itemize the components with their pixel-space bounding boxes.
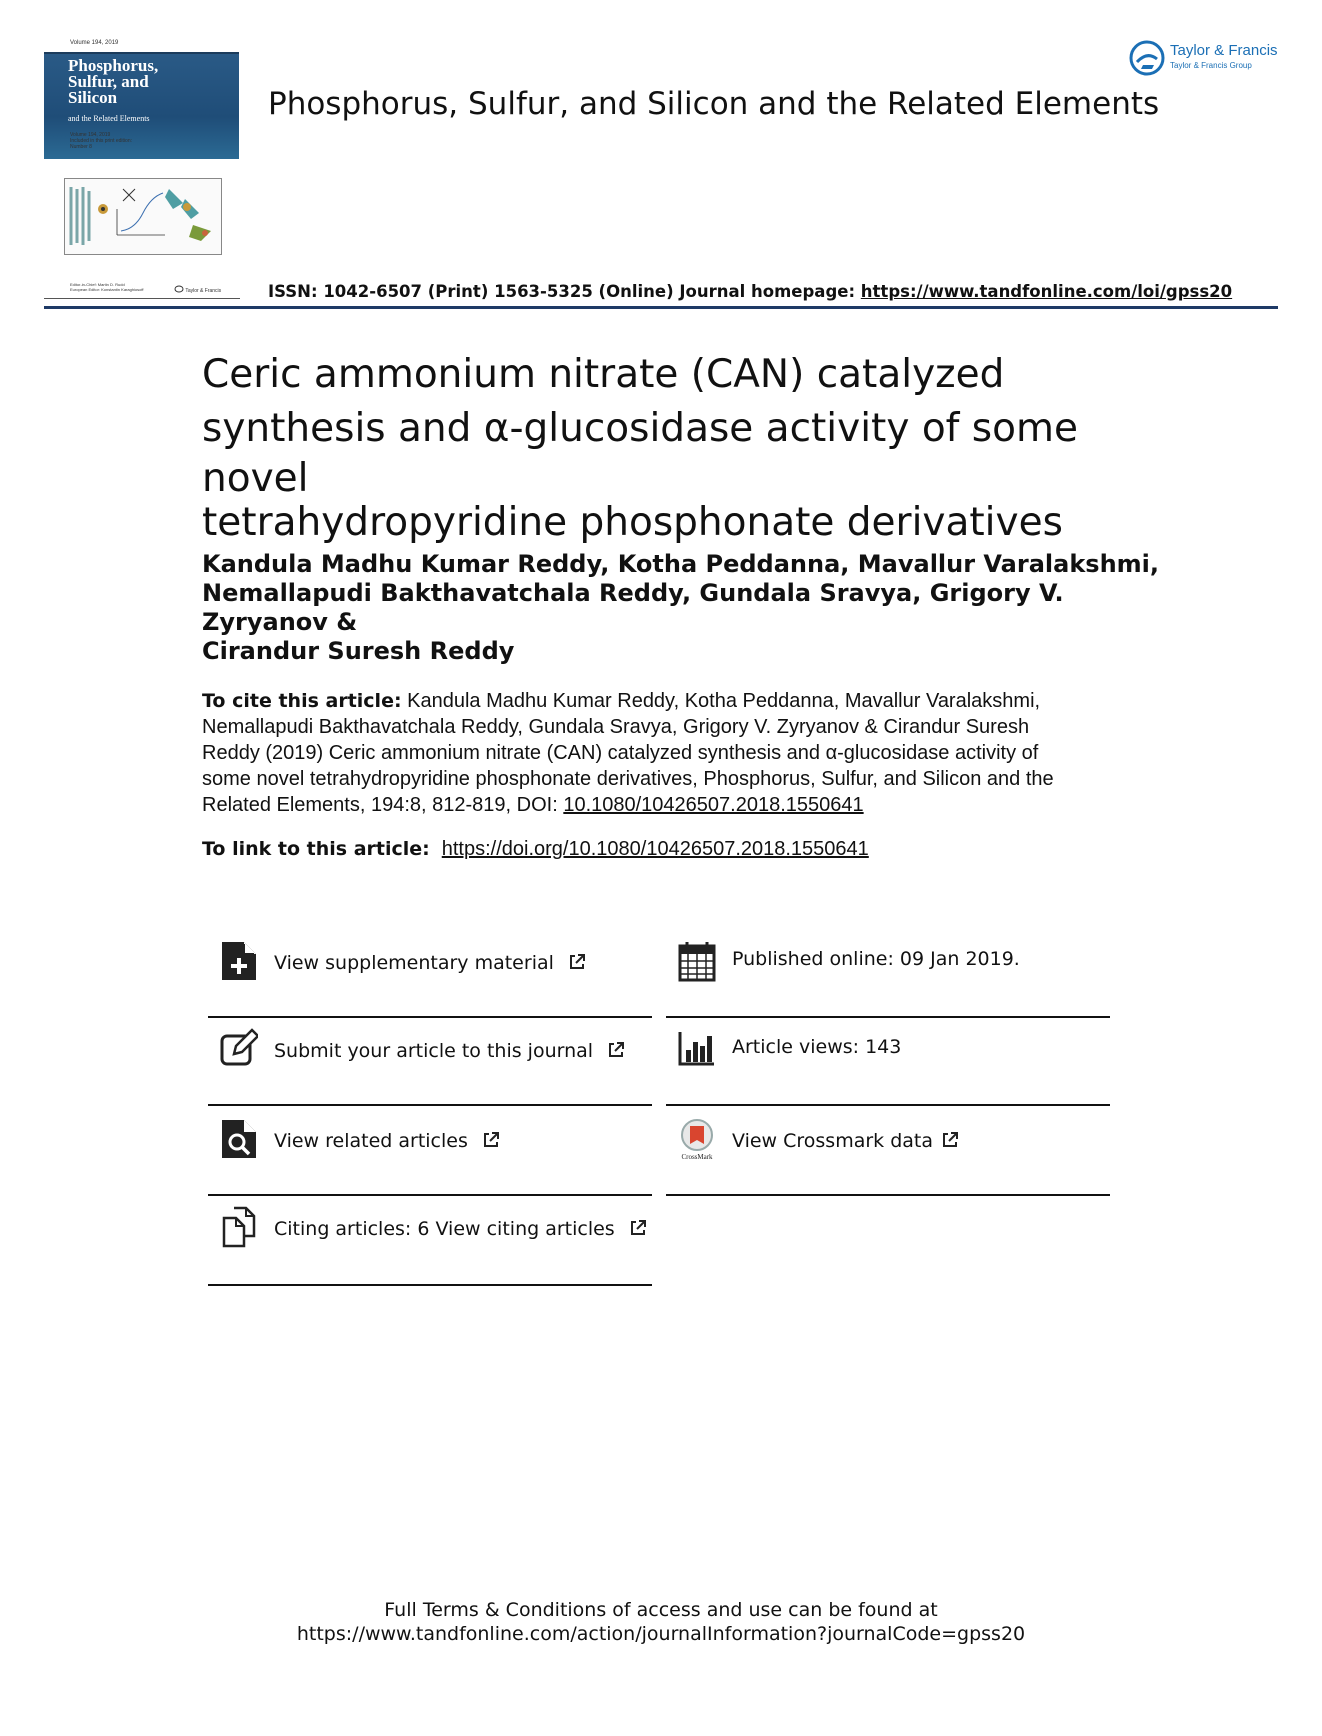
citation-doi-link[interactable]: 10.1080/10426507.2018.1550641 bbox=[563, 794, 864, 816]
cover-title: Phosphorus, Sulfur, and Silicon bbox=[68, 56, 159, 107]
article-doi-link[interactable]: https://doi.org/10.1080/10426507.2018.1550641 bbox=[441, 838, 869, 860]
taylor-francis-logo-icon bbox=[1128, 39, 1166, 77]
citing-label: Citing articles: 6 View citing articles bbox=[274, 1218, 647, 1240]
view-citing-articles[interactable] bbox=[208, 1206, 652, 1296]
citation-block: To cite this article: Kandula Madhu Kumar Reddy, Kotha Peddanna, Mavallur Varalakshmi, Nemallapudi Bakthavatchala Reddy, Gundala Sravya, Grigory V. Zyryanov & Cirandur Suresh Reddy (2019) Ceric ammonium nitrate (CAN) catalyzed synthesis and α-glucosidase activity of some novel tetrahydropyridine phosphonate derivatives, Phosphorus, Sulfur, and Silicon and the Related Elements, 194:8, 812-819, DOI: 10.1080/10426507.2018.1550641 bbox=[202, 690, 1054, 816]
info-divider bbox=[208, 1104, 652, 1106]
related-label: View related articles bbox=[274, 1130, 500, 1152]
supplementary-label: View supplementary material bbox=[274, 952, 586, 974]
publisher-mini-logo-icon bbox=[174, 285, 184, 293]
cover-artwork bbox=[64, 178, 222, 255]
article-authors: Kandula Madhu Kumar Reddy, Kotha Peddanna, Mavallur Varalakshmi, Nemallapudi Bakthavatchala Reddy, Gundala Sravya, Grigory V. Zyryanov & Cirandur Suresh Reddy bbox=[202, 550, 1160, 665]
external-link-icon bbox=[482, 1131, 500, 1149]
info-divider bbox=[666, 1016, 1110, 1018]
article-link-line bbox=[202, 838, 869, 861]
crossmark-label: View Crossmark data bbox=[732, 1130, 959, 1152]
external-link-icon bbox=[629, 1219, 647, 1237]
crossmark-logo-text: CrossMark bbox=[681, 1153, 713, 1160]
submit-label: Submit your article to this journal bbox=[274, 1040, 625, 1062]
journal-title: Phosphorus, Sulfur, and Silicon and the Related Elements bbox=[268, 86, 1160, 122]
info-divider bbox=[208, 1284, 652, 1286]
citation-label: To cite this article: bbox=[202, 690, 402, 712]
terms-footer: Full Terms & Conditions of access and use can be found at https://www.tandfonline.com/action/journalInformation?journalCode=gpss20 bbox=[0, 1598, 1322, 1646]
cover-meta: Volume 194, 2019 Included in this print edition: Number 8 bbox=[70, 132, 132, 150]
article-title: Ceric ammonium nitrate (CAN) catalyzed synthesis and α-glucosidase activity of some novel tetrahydropyridine phosphonate derivatives bbox=[202, 352, 1078, 545]
document-search-icon bbox=[220, 1118, 258, 1160]
header-divider bbox=[44, 306, 1278, 309]
info-divider bbox=[208, 1194, 652, 1196]
info-divider bbox=[208, 1016, 652, 1018]
external-link-icon bbox=[941, 1131, 959, 1149]
bar-chart-icon bbox=[678, 1028, 716, 1070]
info-divider bbox=[666, 1104, 1110, 1106]
issn-line: ISSN: 1042-6507 (Print) 1563-5325 (Online) Journal homepage: https://www.tandfonline.com/loi/gpss20 bbox=[268, 282, 1233, 301]
copy-documents-icon bbox=[220, 1206, 258, 1248]
published-label: Published online: 09 Jan 2019. bbox=[732, 948, 1020, 970]
publisher-group: Taylor & Francis Group bbox=[1170, 61, 1252, 70]
calendar-icon bbox=[678, 940, 716, 982]
file-plus-icon bbox=[220, 940, 258, 982]
cover-divider bbox=[44, 298, 240, 299]
link-label: To link to this article: bbox=[202, 838, 430, 860]
publisher-name: Taylor & Francis bbox=[1170, 42, 1278, 59]
crossmark-icon bbox=[678, 1118, 716, 1160]
external-link-icon bbox=[568, 953, 586, 971]
edit-icon bbox=[220, 1028, 258, 1070]
cover-publisher: Taylor & Francis bbox=[174, 285, 221, 294]
cover-editors: Editor-in-Chief: Martin D. Rudd European Editor: Konstantin Karaghiosoff bbox=[70, 282, 144, 292]
cover-subtitle: and the Related Elements bbox=[68, 114, 150, 123]
terms-url[interactable]: https://www.tandfonline.com/action/journalInformation?journalCode=gpss20 bbox=[296, 1623, 1026, 1645]
info-divider bbox=[666, 1194, 1110, 1196]
external-link-icon bbox=[607, 1041, 625, 1059]
cover-volume: Volume 194, 2019 bbox=[70, 40, 119, 46]
views-label: Article views: 143 bbox=[732, 1036, 902, 1058]
journal-homepage-link[interactable]: https://www.tandfonline.com/loi/gpss20 bbox=[860, 282, 1233, 301]
